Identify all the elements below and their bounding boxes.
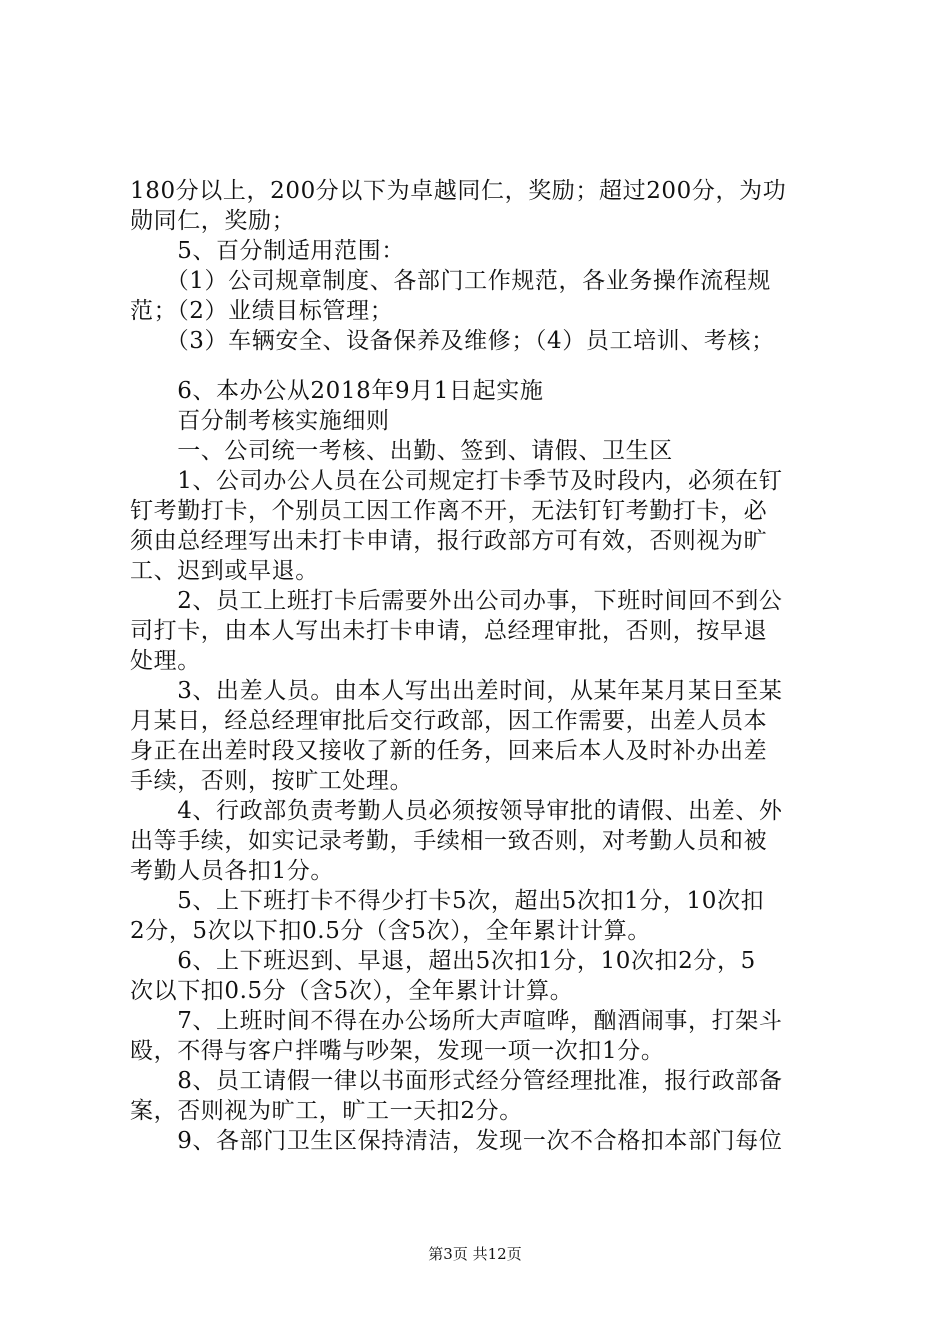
text-line: 须由总经理写出未打卡申请，报行政部方可有效，否则视为旷 [130, 528, 768, 554]
text-line: 7、上班时间不得在办公场所大声喧哗，酗酒闹事，打架斗 [130, 1008, 783, 1034]
text-line: 4、行政部负责考勤人员必须按领导审批的请假、出差、外 [130, 798, 783, 824]
text-line: 8、员工请假一律以书面形式经分管经理批准，报行政部备 [130, 1068, 783, 1094]
text-line: 5、百分制适用范围： [130, 238, 405, 264]
text-line: 6、上下班迟到、早退，超出5次扣1分，10次扣2分，5 [130, 948, 756, 974]
text-line: 6、本办公从2018年9月1日起实施 [130, 378, 544, 404]
text-line: 工、迟到或早退。 [130, 558, 319, 584]
text-line: 身正在出差时段又接收了新的任务，回来后本人及时补办出差 [130, 738, 768, 764]
text-line: 3、出差人员。由本人写出出差时间，从某年某月某日至某 [130, 678, 783, 704]
text-line: 考勤人员各扣1分。 [130, 858, 335, 884]
text-line: 出等手续，如实记录考勤，手续相一致否则，对考勤人员和被 [130, 828, 768, 854]
text-line: 司打卡，由本人写出未打卡申请，总经理审批，否则，按早退 [130, 618, 768, 644]
text-line: 案，否则视为旷工，旷工一天扣2分。 [130, 1098, 523, 1124]
text-line: 月某日，经总经理审批后交行政部，因工作需要，出差人员本 [130, 708, 768, 734]
text-line: 钉考勤打卡，个别员工因工作离不开，无法钉钉考勤打卡，必 [130, 498, 768, 524]
text-line: 殴，不得与客户拌嘴与吵架，发现一项一次扣1分。 [130, 1038, 665, 1064]
text-line: （3）车辆安全、设备保养及维修；（4）员工培训、考核； [130, 328, 775, 354]
text-line: 2分，5次以下扣0.5分（含5次），全年累计计算。 [130, 918, 651, 944]
text-line: 2、员工上班打卡后需要外出公司办事，下班时间回不到公 [130, 588, 783, 614]
text-line: 1、公司办公人员在公司规定打卡季节及时段内，必须在钉 [130, 468, 783, 494]
text-line: （1）公司规章制度、各部门工作规范，各业务操作流程规 [130, 268, 771, 294]
page-number-footer: 第3页 共12页 [428, 1245, 522, 1263]
section-title: 百分制考核实施细则 [130, 408, 390, 434]
text-line: 勋同仁，奖励； [130, 208, 296, 234]
blank-line [130, 356, 832, 376]
text-line: 范；（2）业绩目标管理； [130, 298, 394, 324]
text-line: 处理。 [130, 648, 201, 674]
text-line: 9、各部门卫生区保持清洁，发现一次不合格扣本部门每位 [130, 1128, 783, 1154]
document-body [130, 176, 832, 1156]
text-line: 手续，否则，按旷工处理。 [130, 768, 414, 794]
text-line: 180分以上，200分以下为卓越同仁，奖励；超过200分，为功 [130, 178, 787, 204]
text-line: 次以下扣0.5分（含5次），全年累计计算。 [130, 978, 574, 1004]
section-heading: 一、公司统一考核、出勤、签到、请假、卫生区 [130, 438, 673, 464]
text-line: 5、上下班打卡不得少打卡5次，超出5次扣1分，10次扣 [130, 888, 765, 914]
